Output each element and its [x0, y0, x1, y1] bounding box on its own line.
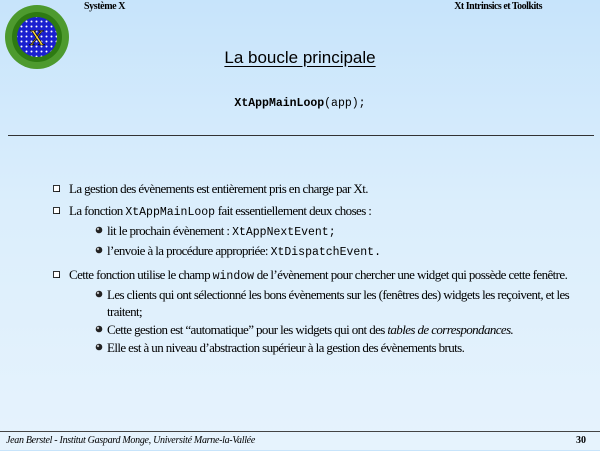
bullet-text: lit le prochain évènement : [107, 223, 233, 238]
slide-header [0, 0, 600, 14]
function-signature [0, 97, 600, 110]
signature-name: AppMainLoop [248, 97, 325, 110]
sub-list-item [69, 242, 572, 261]
header-right-title: Xt Intrinsics et Toolkits [454, 1, 542, 12]
sub-list-item [69, 339, 572, 356]
bullet-text: Cette fonction utilise le champ [69, 267, 213, 282]
bullet-text: La gestion des évènements est entièrement pris en charge par Xt. [69, 181, 368, 196]
bullet-text: fait essentiellement deux choses : [215, 203, 372, 218]
square-bullet-icon [53, 207, 60, 214]
round-bullet-icon [95, 226, 103, 234]
sub-list-item [69, 286, 572, 320]
code-text: XtAppNextEvent; [232, 226, 336, 239]
sub-list-item [69, 222, 572, 241]
round-bullet-icon [95, 246, 103, 254]
logo-letter: X [29, 25, 45, 50]
bullet-text: Elle est à un niveau d’abstraction supérieur à la gestion des évènements bruts. [107, 340, 465, 355]
header-left-title: Système X [84, 1, 126, 12]
round-bullet-icon [95, 290, 103, 298]
bullet-text: Les clients qui ont sélectionné les bons évènements sur les (fenêtres des) widgets les reçoivent, et les traitent; [107, 287, 570, 319]
bullet-text: l’envoie à la procédure appropriée: [107, 243, 271, 258]
bullet-text: La fonction [69, 203, 126, 218]
page-number: 30 [576, 435, 586, 446]
round-bullet-icon [95, 325, 103, 333]
signature-args: (app); [324, 97, 366, 110]
bullet-text: de l’évènement pour chercher une widget qui possède cette fenêtre. [254, 267, 568, 282]
bullet-list [52, 180, 572, 361]
slide-footer [0, 431, 600, 451]
divider [8, 135, 594, 136]
code-text: window [212, 270, 255, 283]
list-item [52, 202, 572, 261]
square-bullet-icon [53, 185, 60, 192]
bullet-text: tables de correspondances. [387, 322, 514, 337]
code-text: XtDispatchEvent. [270, 246, 381, 259]
slide-title-text: La boucle principale [224, 48, 376, 67]
list-item [52, 180, 572, 197]
sub-list-item [69, 321, 572, 338]
slide-title [0, 48, 600, 68]
round-bullet-icon [95, 343, 103, 351]
code-text: XtAppMainLoop [125, 206, 216, 219]
footer-author: Jean Berstel - Institut Gaspard Monge, Université Marne-la-Vallée [6, 435, 255, 446]
square-bullet-icon [53, 271, 60, 278]
bullet-text: Cette gestion est “automatique” pour les widgets qui ont des [107, 322, 388, 337]
list-item [52, 266, 572, 356]
signature-prefix: Xt [234, 97, 249, 110]
